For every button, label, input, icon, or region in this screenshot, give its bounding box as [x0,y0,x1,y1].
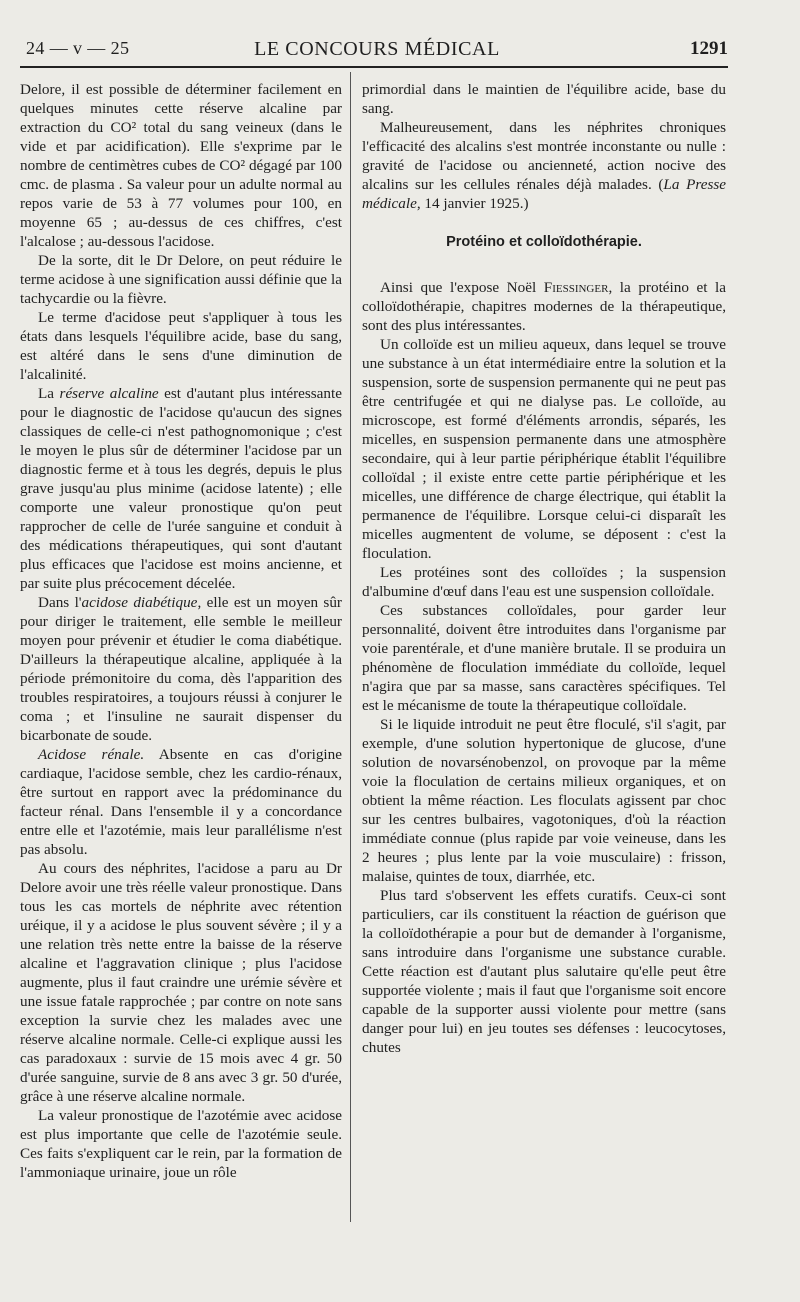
paragraph: Malheureusement, dans les néphrites chroniques l'efficacité des alcalins s'est montrée inconstante ou nulle : gravité de l'acidose ou ancienneté, action nocive des alcalins sur les cellules rénales déjà malades. (La Presse médicale, 14 janvier 1925.) [362,119,727,212]
author-name: Fiessinger [543,279,609,296]
paragraph: La réserve alcaline est d'autant plus intéressante pour le diagnostic de l'acidose qu'aucun des signes classiques de celle-ci n'est pathognomonique ; c'est le moyen le plus sûr de déterminer l'acidose par un diagnostic ferme et à tous les degrés, depuis le plus grave jusqu'au plus minime (acidose latente) ; elle comporte une valeur pronostique qu'on peut rapprocher de celle de l'urée sanguine et conduit à des médications thérapeutiques, qui sont d'autant plus efficaces que l'acidose est moins ancienne, et par suite plus précocement décelée. [20,385,342,592]
paragraph: Dans l'acidose diabétique, elle est un moyen sûr pour diriger le traitement, elle semble le meilleur moyen pour prévenir et étudier le coma diabétique. D'ailleurs la thérapeutique alcaline, appliquée à la période prémonitoire du coma, dès l'apparition des troubles respiratoires, a toujours réussi à conjurer le coma ; et l'insuline ne saurait dispenser du bicarbonate de soude. [20,594,342,744]
header-rule [20,66,728,68]
paragraph: Acidose rénale. Absente en cas d'origine cardiaque, l'acidose semble, chez les cardio-rénaux, être surtout en rapport avec la prédominance du facteur rénal. Dans l'ensemble il y a concordance entre elle et l'azotémie, mais leur parallélisme n'est pas absolu. [20,746,342,858]
paragraph: Si le liquide introduit ne peut être floculé, s'il s'agit, par exemple, d'une solution hypertonique de glucose, d'une solution de novarsénobenzol, on provoque par la même voie la floculation de certains milieux organiques, et on obtient la même réaction. Les floculats agissent par choc sur les centres bulbaires, vagotoniques, d'où la réaction immédiate connue (plus rapide par voie veineuse, dans les 2 heures ; plus lente par la voie musculaire) : frisson, malaise, quintes de toux, diarrhée, etc. [362,716,726,885]
page-number: 1291 [690,38,728,59]
paragraph: Delore, il est possible de déterminer facilement en quelques minutes cette réserve alcaline par extraction du CO² total du sang veineux (dans le vide et par acidification). Elle s'exprime par le nombre de centimètres cubes de CO² dégagé par 100 cmc. de plasma . Sa valeur pour un adulte normal au repos varie de 53 à 77 volumes pour 100, en moyenne 65 ; au-dessus de ces chiffres, c'est l'alcalose ; au-dessous l'acidose. [20,81,342,250]
paragraph: primordial dans le maintien de l'équilibre acide, base du sang. [362,81,726,117]
issue-dates: 24 — v — 25 [26,38,130,58]
right-column [362,80,726,1057]
paragraph: Ainsi que l'expose Noël Fiessinger, la protéino et la colloïdothérapie, chapitres modernes de la thérapeutique, sont des plus intéressantes. [362,279,726,334]
journal-title: LE CONCOURS MÉDICAL [254,38,500,60]
paragraph: Les protéines sont des colloïdes ; la suspension d'albumine d'œuf dans l'eau est une suspension colloïdale. [362,564,726,600]
paragraph: De la sorte, dit le Dr Delore, on peut réduire le terme acidose à une signification aussi définie que la tachycardie ou la fièvre. [20,252,342,307]
paragraph: Ces substances colloïdales, pour garder leur personnalité, doivent être introduites dans l'organisme par voie parentérale, et d'une manière brutale. Il se produira un phénomène de floculation immédiate du colloïde, lequel n'agira que par sa masse, sans caractères spécifiques. Tel est le mécanisme de toute la thérapeutique colloïdale. [362,602,726,714]
paragraph: La valeur pronostique de l'azotémie avec acidose est plus importante que celle de l'azotémie seule. Ces faits s'expliquent car le rein, par la formation de l'ammoniaque urinaire, joue un rôle [20,1107,342,1181]
emphasis: réserve alcaline [59,385,159,402]
citation: La Presse médicale [362,176,727,212]
paragraph: Le terme d'acidose peut s'appliquer à tous les états dans lesquels l'équilibre acide, base du sang, est altéré dans le sens d'une diminution de l'alcalinité. [20,309,342,383]
left-column [20,80,342,1182]
page-header [26,38,728,64]
paragraph: Un colloïde est un milieu aqueux, dans lequel se trouve une substance à un état intermédiaire entre la solution et la suspension, sorte de suspension permanente qui ne peut pas être centrifugée et qui ne dialyse pas. Le colloïde, au microscope, est formé d'éléments arrondis, séparés, les micelles, en suspension permanente dans une atmosphère secondaire, qui à leur partie périphérique établit l'équilibre colloïdal ; il existe entre cette partie périphérique et les micelles, une différence de charge électrique, qui établit la permanence de l'équilibre. Lorsque celui-ci disparaît les micelles augmentent de volume, se déposent : c'est la floculation. [362,336,726,562]
column-divider [350,72,351,1222]
emphasis: acidose diabétique [81,594,198,611]
paragraph: Au cours des néphrites, l'acidose a paru au Dr Delore avoir une très réelle valeur pronostique. Dans tous les cas mortels de néphrite avec rétention uréique, il y a acidose le plus souvent sévère ; il y a une relation très nette entre la baisse de la réserve alcaline et l'aggravation clinique ; plus l'acidose augmente, plus il faut craindre une urémie sévère et une issue fatale rapprochée ; par contre on note sans exception la survie chez les malades avec une réserve alcaline normale. Celle-ci explique aussi les cas paradoxaux : survie de 15 mois avec 4 gr. 50 d'urée sanguine, survie de 8 ans avec 3 gr. 50 d'urée, grâce à une réserve alcaline normale. [20,860,342,1105]
section-heading: Protéino et colloïdothérapie. [446,234,642,250]
paragraph: Plus tard s'observent les effets curatifs. Ceux-ci sont particuliers, car ils constituent la réaction de guérison que la colloïdothérapie a pour but de demander à l'organisme, sans introduire dans l'organisme une substance curable. Cette réaction est d'autant plus salutaire qu'elle peut être supportée violente ; mais il faut que l'organisme soit encore capable de la supporter aussi violente pour mettre (sans danger pour lui) en jeu toutes ses défenses : leucocytoses, chutes [362,887,726,1056]
subheading: Acidose rénale. [38,746,145,763]
